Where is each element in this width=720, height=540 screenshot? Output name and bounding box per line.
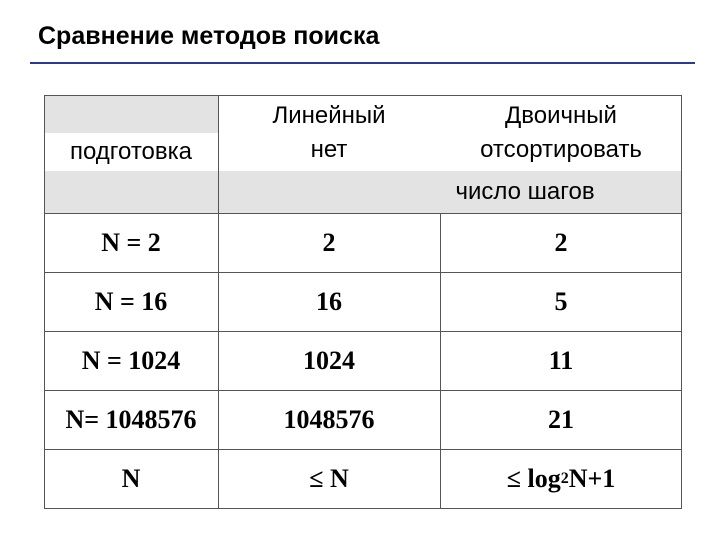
row-binary: 5 bbox=[554, 286, 568, 316]
log-suffix: N+1 bbox=[568, 464, 616, 493]
row-linear: 1024 bbox=[303, 345, 355, 375]
steps-label: число шагов bbox=[455, 178, 595, 205]
binary-title: Двоичный bbox=[505, 102, 617, 129]
log-prefix: ≤ log bbox=[506, 464, 561, 493]
row-binary: 11 bbox=[548, 345, 574, 375]
prep-label: подготовка bbox=[69, 138, 193, 165]
row-linear: 2 bbox=[322, 227, 336, 257]
row-n: N bbox=[121, 464, 141, 493]
row-binary: 2 bbox=[554, 227, 568, 257]
table-border bbox=[44, 95, 682, 509]
row-n: N = 1024 bbox=[81, 345, 181, 375]
row-linear: 1048576 bbox=[283, 404, 375, 434]
linear-title: Линейный bbox=[272, 102, 386, 129]
page-title: Сравнение методов поиска bbox=[38, 22, 380, 50]
linear-prep: нет bbox=[310, 136, 348, 163]
binary-prep: отсортировать bbox=[480, 136, 642, 163]
row-n: N = 16 bbox=[94, 286, 168, 316]
row-linear: 16 bbox=[316, 286, 342, 316]
log-base: 2 bbox=[560, 470, 569, 487]
row-binary: 21 bbox=[548, 404, 574, 434]
comparison-table bbox=[44, 95, 682, 509]
row-n: N= 1048576 bbox=[65, 404, 197, 434]
row-linear: ≤ N bbox=[309, 464, 349, 493]
title-underline bbox=[30, 62, 695, 64]
row-n: N = 2 bbox=[101, 227, 161, 257]
